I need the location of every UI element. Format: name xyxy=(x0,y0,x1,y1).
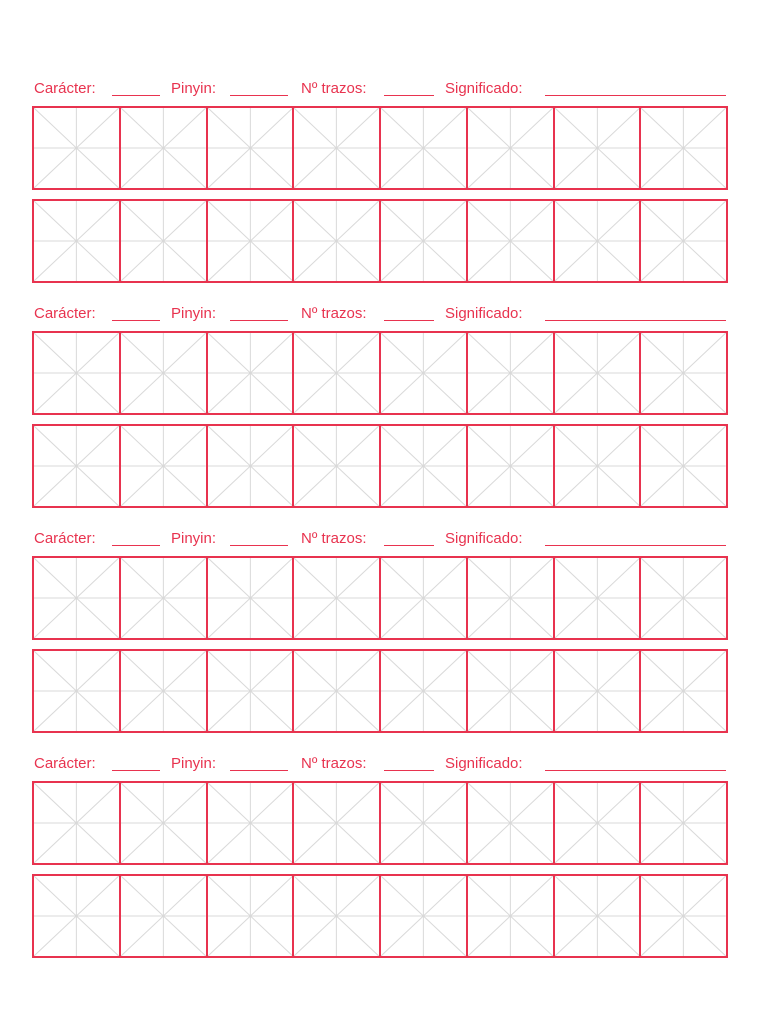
header-line xyxy=(32,303,728,325)
cell-guides xyxy=(208,108,293,188)
grid-cell[interactable] xyxy=(466,106,553,190)
cell-guides xyxy=(641,426,726,506)
pinyin-label: Pinyin: xyxy=(171,80,217,97)
grid-cell[interactable] xyxy=(466,331,553,415)
strokes-field[interactable] xyxy=(384,545,434,546)
strokes-field[interactable] xyxy=(384,95,434,96)
cell-guides xyxy=(208,783,293,863)
cell-guides xyxy=(34,426,119,506)
cell-guides xyxy=(208,558,293,638)
cell-guides xyxy=(208,651,293,731)
cell-guides xyxy=(121,558,206,638)
strokes-field[interactable] xyxy=(384,770,434,771)
strokes-label: Nº trazos: xyxy=(301,755,367,772)
practice-section xyxy=(32,528,728,733)
pinyin-label: Pinyin: xyxy=(171,530,217,547)
grid-row xyxy=(32,556,728,640)
grid-cell[interactable] xyxy=(119,874,206,958)
meaning-field[interactable] xyxy=(545,320,726,321)
strokes-label: Nº trazos: xyxy=(301,305,367,322)
cell-guides xyxy=(121,108,206,188)
cell-guides xyxy=(121,876,206,956)
grid-cell[interactable] xyxy=(292,106,379,190)
cell-guides xyxy=(34,876,119,956)
cell-guides xyxy=(555,876,640,956)
pinyin-label: Pinyin: xyxy=(171,305,217,322)
grid-cell[interactable] xyxy=(639,106,728,190)
cell-guides xyxy=(641,108,726,188)
grid-cell[interactable] xyxy=(553,199,640,283)
character-label: Carácter: xyxy=(34,530,96,547)
cell-guides xyxy=(641,783,726,863)
cell-guides xyxy=(641,876,726,956)
grid-cell[interactable] xyxy=(639,331,728,415)
cell-guides xyxy=(555,558,640,638)
character-field[interactable] xyxy=(112,320,160,321)
pinyin-label: Pinyin: xyxy=(171,755,217,772)
cell-guides xyxy=(121,201,206,281)
cell-guides xyxy=(121,333,206,413)
grid-cell[interactable] xyxy=(466,781,553,865)
cell-guides xyxy=(381,201,466,281)
cell-guides xyxy=(294,426,379,506)
grid-cell[interactable] xyxy=(32,649,119,733)
cell-guides xyxy=(468,558,553,638)
grid-cell[interactable] xyxy=(119,781,206,865)
character-label: Carácter: xyxy=(34,80,96,97)
grid-cell[interactable] xyxy=(553,781,640,865)
grid-cell[interactable] xyxy=(292,649,379,733)
cell-guides xyxy=(208,333,293,413)
grid-cell[interactable] xyxy=(466,874,553,958)
practice-section xyxy=(32,78,728,283)
grid-row xyxy=(32,106,728,190)
grid-cell[interactable] xyxy=(206,649,293,733)
grid-cell[interactable] xyxy=(292,424,379,508)
meaning-label: Significado: xyxy=(445,80,523,97)
cell-guides xyxy=(34,558,119,638)
character-label: Carácter: xyxy=(34,305,96,322)
grid-cell[interactable] xyxy=(32,781,119,865)
meaning-label: Significado: xyxy=(445,305,523,322)
grid-cell[interactable] xyxy=(119,649,206,733)
grid-cell[interactable] xyxy=(379,649,466,733)
cell-guides xyxy=(294,876,379,956)
cell-guides xyxy=(294,558,379,638)
strokes-label: Nº trazos: xyxy=(301,530,367,547)
grid-cell[interactable] xyxy=(379,424,466,508)
meaning-field[interactable] xyxy=(545,770,726,771)
grid-cell[interactable] xyxy=(206,331,293,415)
cell-guides xyxy=(381,108,466,188)
grid-cell[interactable] xyxy=(292,199,379,283)
header-line xyxy=(32,528,728,550)
grid-cell[interactable] xyxy=(119,556,206,640)
cell-guides xyxy=(555,651,640,731)
grid-cell[interactable] xyxy=(206,199,293,283)
cell-guides xyxy=(208,876,293,956)
grid-cell[interactable] xyxy=(639,556,728,640)
grid-cell[interactable] xyxy=(379,874,466,958)
cell-guides xyxy=(641,651,726,731)
cell-guides xyxy=(381,651,466,731)
grid-cell[interactable] xyxy=(466,649,553,733)
grid-cell[interactable] xyxy=(466,556,553,640)
meaning-label: Significado: xyxy=(445,530,523,547)
grid-cell[interactable] xyxy=(639,199,728,283)
meaning-field[interactable] xyxy=(545,95,726,96)
meaning-field[interactable] xyxy=(545,545,726,546)
cell-guides xyxy=(294,783,379,863)
cell-guides xyxy=(381,783,466,863)
grid-cell[interactable] xyxy=(379,106,466,190)
grid-cell[interactable] xyxy=(119,424,206,508)
grid-cell[interactable] xyxy=(206,556,293,640)
grid-cell[interactable] xyxy=(639,424,728,508)
grid-cell[interactable] xyxy=(292,556,379,640)
grid-cell[interactable] xyxy=(292,331,379,415)
cell-guides xyxy=(34,333,119,413)
grid-cell[interactable] xyxy=(553,106,640,190)
pinyin-field[interactable] xyxy=(230,545,288,546)
cell-guides xyxy=(641,333,726,413)
grid-cell[interactable] xyxy=(32,331,119,415)
character-field[interactable] xyxy=(112,545,160,546)
cell-guides xyxy=(294,108,379,188)
cell-guides xyxy=(121,651,206,731)
cell-guides xyxy=(34,651,119,731)
cell-guides xyxy=(381,558,466,638)
grid-cell[interactable] xyxy=(119,331,206,415)
cell-guides xyxy=(468,333,553,413)
cell-guides xyxy=(468,651,553,731)
cell-guides xyxy=(34,108,119,188)
grid-cell[interactable] xyxy=(206,106,293,190)
grid-row xyxy=(32,424,728,508)
grid-cell[interactable] xyxy=(292,874,379,958)
cell-guides xyxy=(468,108,553,188)
practice-section xyxy=(32,303,728,508)
cell-guides xyxy=(121,426,206,506)
grid-cell[interactable] xyxy=(466,199,553,283)
grid-cell[interactable] xyxy=(206,874,293,958)
grid-cell[interactable] xyxy=(119,106,206,190)
cell-guides xyxy=(381,426,466,506)
cell-guides xyxy=(34,201,119,281)
pinyin-field[interactable] xyxy=(230,770,288,771)
cell-guides xyxy=(381,876,466,956)
cell-guides xyxy=(468,783,553,863)
grid-row xyxy=(32,874,728,958)
grid-cell[interactable] xyxy=(639,874,728,958)
cell-guides xyxy=(208,426,293,506)
cell-guides xyxy=(555,333,640,413)
meaning-label: Significado: xyxy=(445,755,523,772)
grid-cell[interactable] xyxy=(553,331,640,415)
cell-guides xyxy=(468,426,553,506)
character-field[interactable] xyxy=(112,95,160,96)
header-line xyxy=(32,78,728,100)
grid-cell[interactable] xyxy=(379,199,466,283)
grid-cell[interactable] xyxy=(32,106,119,190)
practice-section xyxy=(32,753,728,958)
cell-guides xyxy=(121,783,206,863)
grid-cell[interactable] xyxy=(32,199,119,283)
cell-guides xyxy=(555,426,640,506)
cell-guides xyxy=(555,783,640,863)
grid-cell[interactable] xyxy=(379,781,466,865)
cell-guides xyxy=(294,333,379,413)
cell-guides xyxy=(468,876,553,956)
grid-row xyxy=(32,331,728,415)
cell-guides xyxy=(555,201,640,281)
cell-guides xyxy=(294,201,379,281)
grid-cell[interactable] xyxy=(206,781,293,865)
grid-cell[interactable] xyxy=(119,199,206,283)
cell-guides xyxy=(34,783,119,863)
grid-cell[interactable] xyxy=(206,424,293,508)
grid-cell[interactable] xyxy=(32,874,119,958)
grid-cell[interactable] xyxy=(553,556,640,640)
cell-guides xyxy=(381,333,466,413)
grid-row xyxy=(32,781,728,865)
header-line xyxy=(32,753,728,775)
cell-guides xyxy=(468,201,553,281)
pinyin-field[interactable] xyxy=(230,95,288,96)
cell-guides xyxy=(294,651,379,731)
cell-guides xyxy=(555,108,640,188)
grid-cell[interactable] xyxy=(379,556,466,640)
grid-cell[interactable] xyxy=(379,331,466,415)
grid-cell[interactable] xyxy=(553,874,640,958)
character-field[interactable] xyxy=(112,770,160,771)
grid-cell[interactable] xyxy=(553,424,640,508)
grid-cell[interactable] xyxy=(553,649,640,733)
grid-row xyxy=(32,649,728,733)
pinyin-field[interactable] xyxy=(230,320,288,321)
cell-guides xyxy=(641,201,726,281)
grid-cell[interactable] xyxy=(32,556,119,640)
grid-cell[interactable] xyxy=(639,649,728,733)
grid-cell[interactable] xyxy=(466,424,553,508)
cell-guides xyxy=(641,558,726,638)
strokes-label: Nº trazos: xyxy=(301,80,367,97)
grid-cell[interactable] xyxy=(639,781,728,865)
grid-cell[interactable] xyxy=(32,424,119,508)
grid-cell[interactable] xyxy=(292,781,379,865)
character-label: Carácter: xyxy=(34,755,96,772)
strokes-field[interactable] xyxy=(384,320,434,321)
cell-guides xyxy=(208,201,293,281)
grid-row xyxy=(32,199,728,283)
